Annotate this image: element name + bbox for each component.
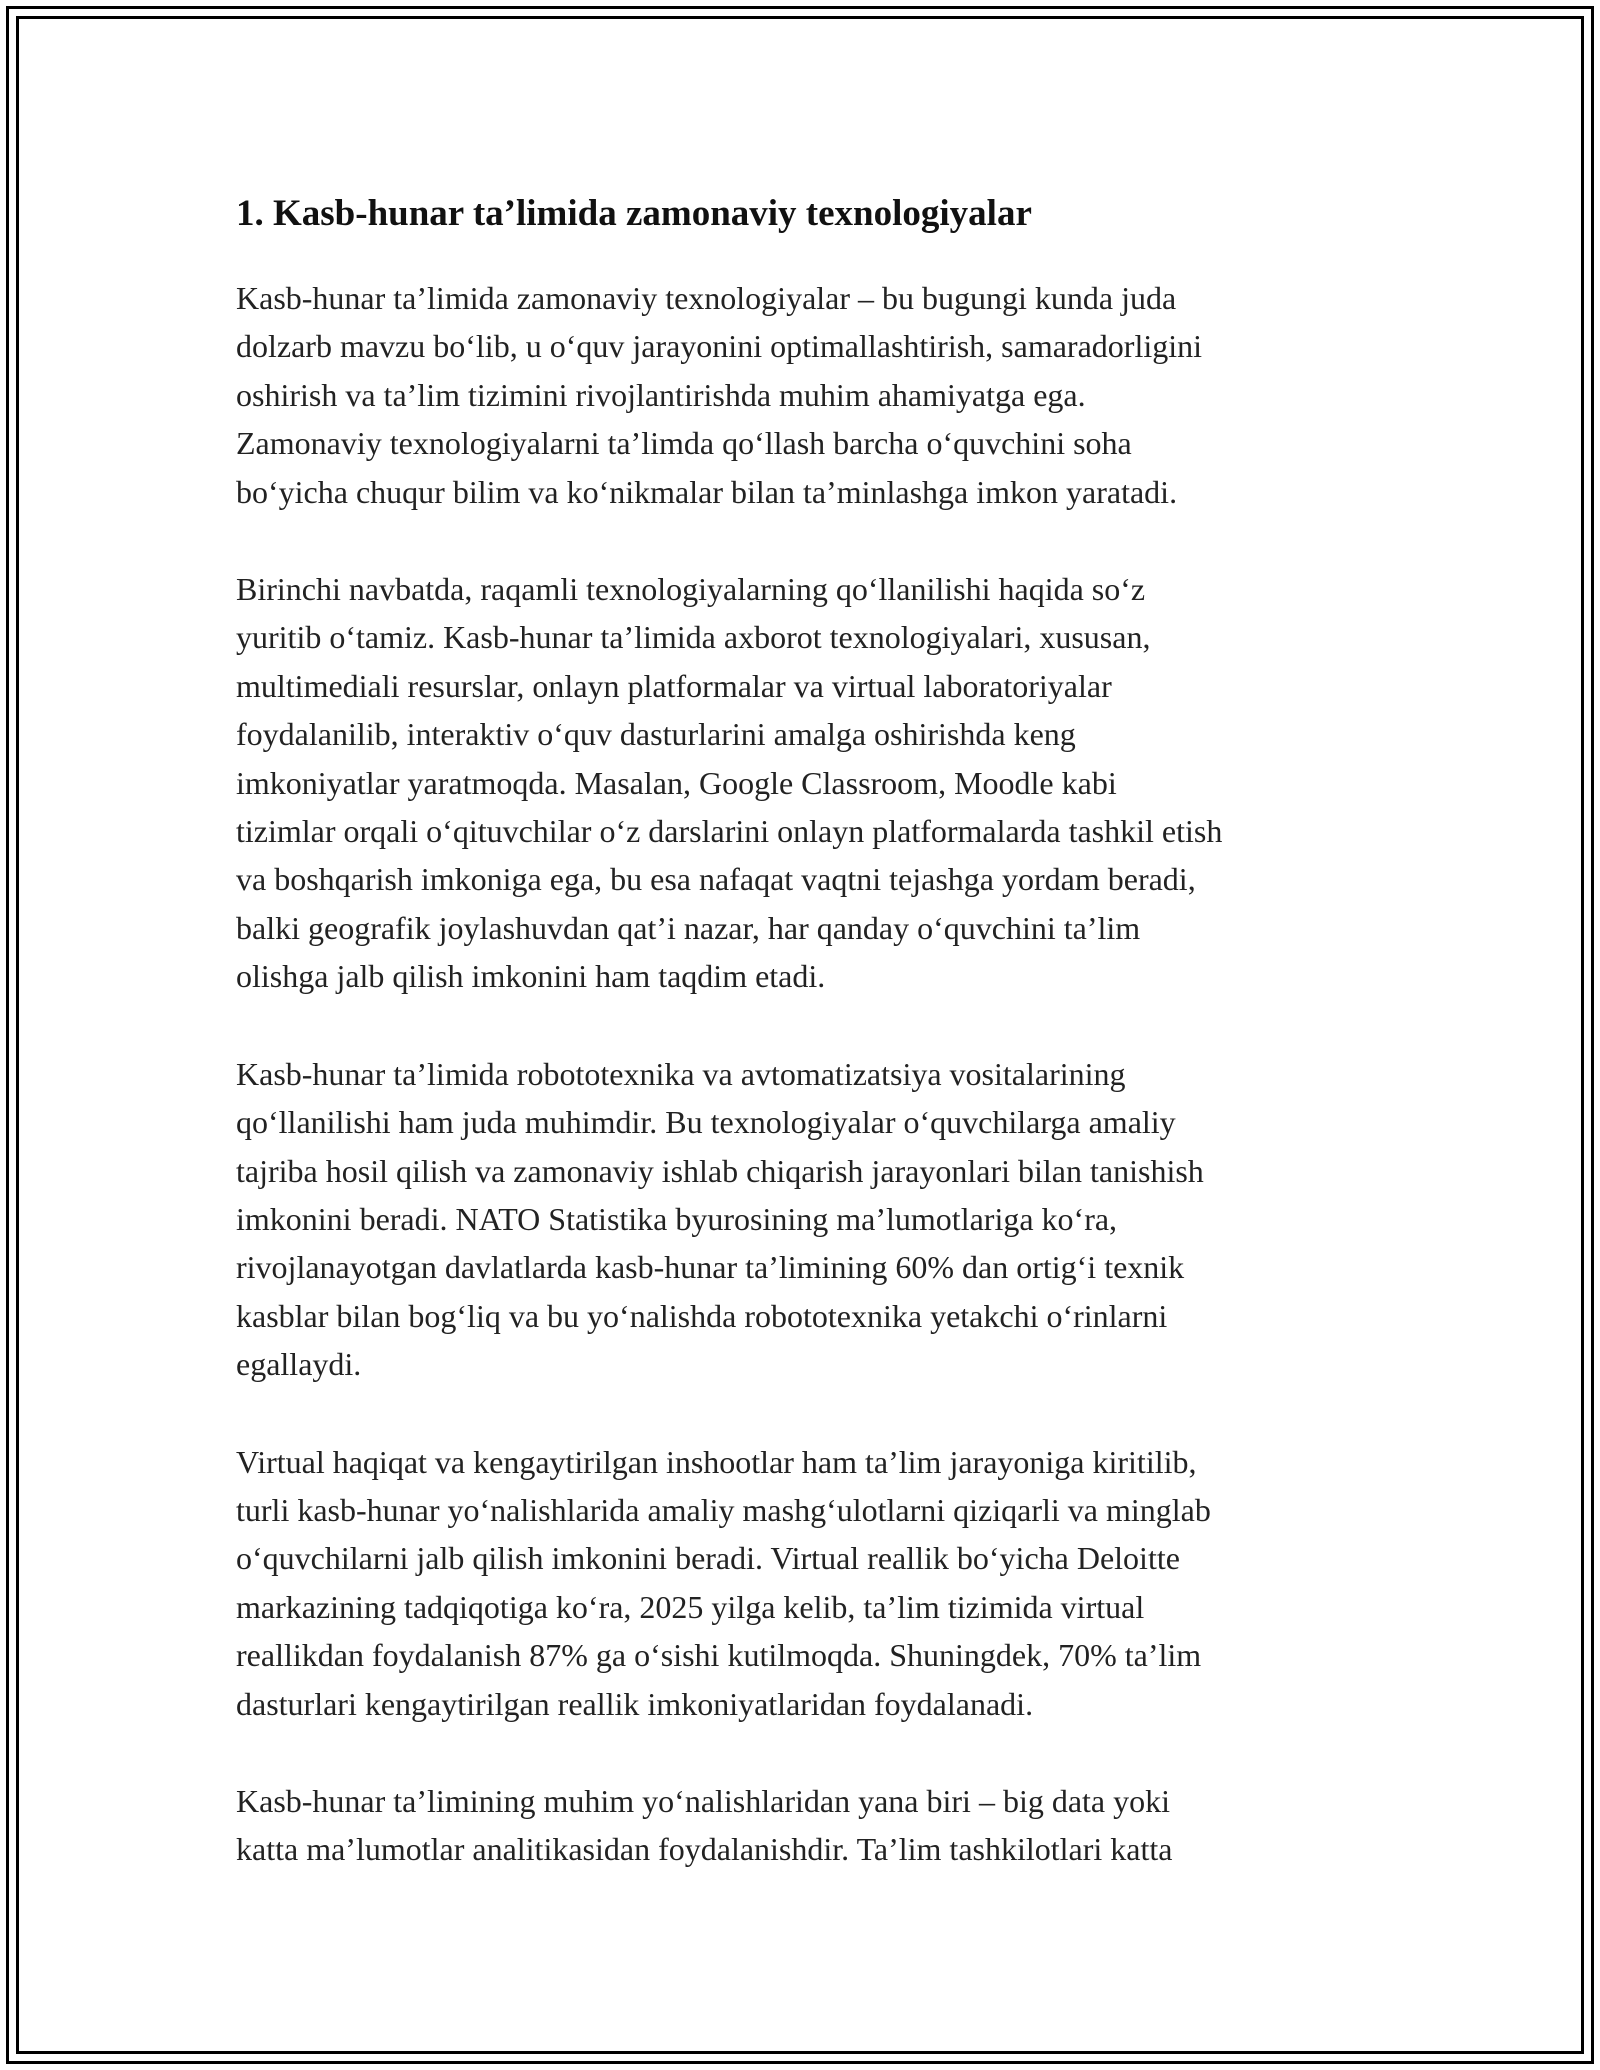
- paragraph-virtual-reality: [236, 1438, 1376, 1728]
- text-line: Kasb-hunar ta’limining muhim yo‘nalishlaridan yana biri – big data yoki: [236, 1782, 1171, 1819]
- paragraph-robotics: [236, 1050, 1376, 1389]
- text-line: kasblar bilan bog‘liq va bu yo‘nalishda robototexnika yetakchi o‘rinlarni: [236, 1297, 1168, 1334]
- text-line: Zamonaviy texnologiyalarni ta’limda qo‘llash barcha o‘quvchini soha: [236, 425, 1132, 462]
- text-line: reallikdan foydalanish 87% ga o‘sishi kutilmoqda. Shuningdek, 70% ta’lim: [236, 1637, 1202, 1674]
- paragraph-big-data: [236, 1777, 1376, 1874]
- section-heading: 1. Kasb-hunar ta’limida zamonaviy texnologiyalar: [236, 193, 1032, 234]
- text-line: foydalanilib, interaktiv o‘quv dasturlarini amalga oshirishda keng: [236, 716, 1076, 753]
- document-body: [236, 182, 1376, 1923]
- text-line: rivojlanayotgan davlatlarda kasb-hunar ta’limining 60% dan ortig‘i texnik: [236, 1249, 1185, 1286]
- text-line: oshirish va ta’lim tizimini rivojlantirishda muhim ahamiyatga ega.: [236, 376, 1086, 413]
- text-line: egallaydi.: [236, 1346, 362, 1383]
- text-line: dolzarb mavzu bo‘lib, u o‘quv jarayonini optimallashtirish, samaradorligini: [236, 328, 1202, 365]
- text-line: markazining tadqiqotiga ko‘ra, 2025 yilga kelib, ta’lim tizimida virtual: [236, 1588, 1145, 1625]
- text-line: olishga jalb qilish imkonini ham taqdim etadi.: [236, 958, 826, 995]
- text-line: qo‘llanilishi ham juda muhimdir. Bu texnologiyalar o‘quvchilarga amaliy: [236, 1104, 1176, 1141]
- text-line: tizimlar orqali o‘qituvchilar o‘z darslarini onlayn platformalarda tashkil etish: [236, 813, 1223, 850]
- paragraph-digital-technologies: [236, 565, 1376, 1001]
- text-line: turli kasb-hunar yo‘nalishlarida amaliy mashg‘ulotlarni qiziqarli va minglab: [236, 1491, 1211, 1528]
- text-line: tajriba hosil qilish va zamonaviy ishlab chiqarish jarayonlari bilan tanishish: [236, 1152, 1204, 1189]
- text-line: imkoniyatlar yaratmoqda. Masalan, Google Classroom, Moodle kabi: [236, 764, 1117, 801]
- text-line: va boshqarish imkoniga ega, bu esa nafaqat vaqtni tejashga yordam beradi,: [236, 861, 1196, 898]
- text-line: Kasb-hunar ta’limida zamonaviy texnologiyalar – bu bugungi kunda juda: [236, 280, 1177, 316]
- text-line: multimediali resurslar, onlayn platformalar va virtual laboratoriyalar: [236, 667, 1112, 704]
- paragraph-intro: [236, 274, 1376, 516]
- text-line: Birinchi navbatda, raqamli texnologiyalarning qo‘llanilishi haqida so‘z: [236, 571, 1146, 608]
- text-line: o‘quvchilarni jalb qilish imkonini beradi. Virtual reallik bo‘yicha Deloitte: [236, 1540, 1180, 1577]
- text-line: Kasb-hunar ta’limida robototexnika va avtomatizatsiya vositalarining: [236, 1055, 1126, 1092]
- text-line: dasturlari kengaytirilgan reallik imkoniyatlaridan foydalanadi.: [236, 1685, 1034, 1722]
- text-line: bo‘yicha chuqur bilim va ko‘nikmalar bilan ta’minlashga imkon yaratadi.: [236, 473, 1178, 510]
- text-line: imkonini beradi. NATO Statistika byurosining ma’lumotlariga ko‘ra,: [236, 1200, 1118, 1237]
- text-line: yuritib o‘tamiz. Kasb-hunar ta’limida axborot texnologiyalari, xususan,: [236, 619, 1151, 656]
- text-line: Virtual haqiqat va kengaytirilgan inshootlar ham ta’lim jarayoniga kiritilib,: [236, 1443, 1197, 1480]
- text-line: katta ma’lumotlar analitikasidan foydalanishdir. Ta’lim tashkilotlari katta: [236, 1831, 1173, 1868]
- text-line: balki geografik joylashuvdan qat’i nazar, har qanday o‘quvchini ta’lim: [236, 909, 1141, 946]
